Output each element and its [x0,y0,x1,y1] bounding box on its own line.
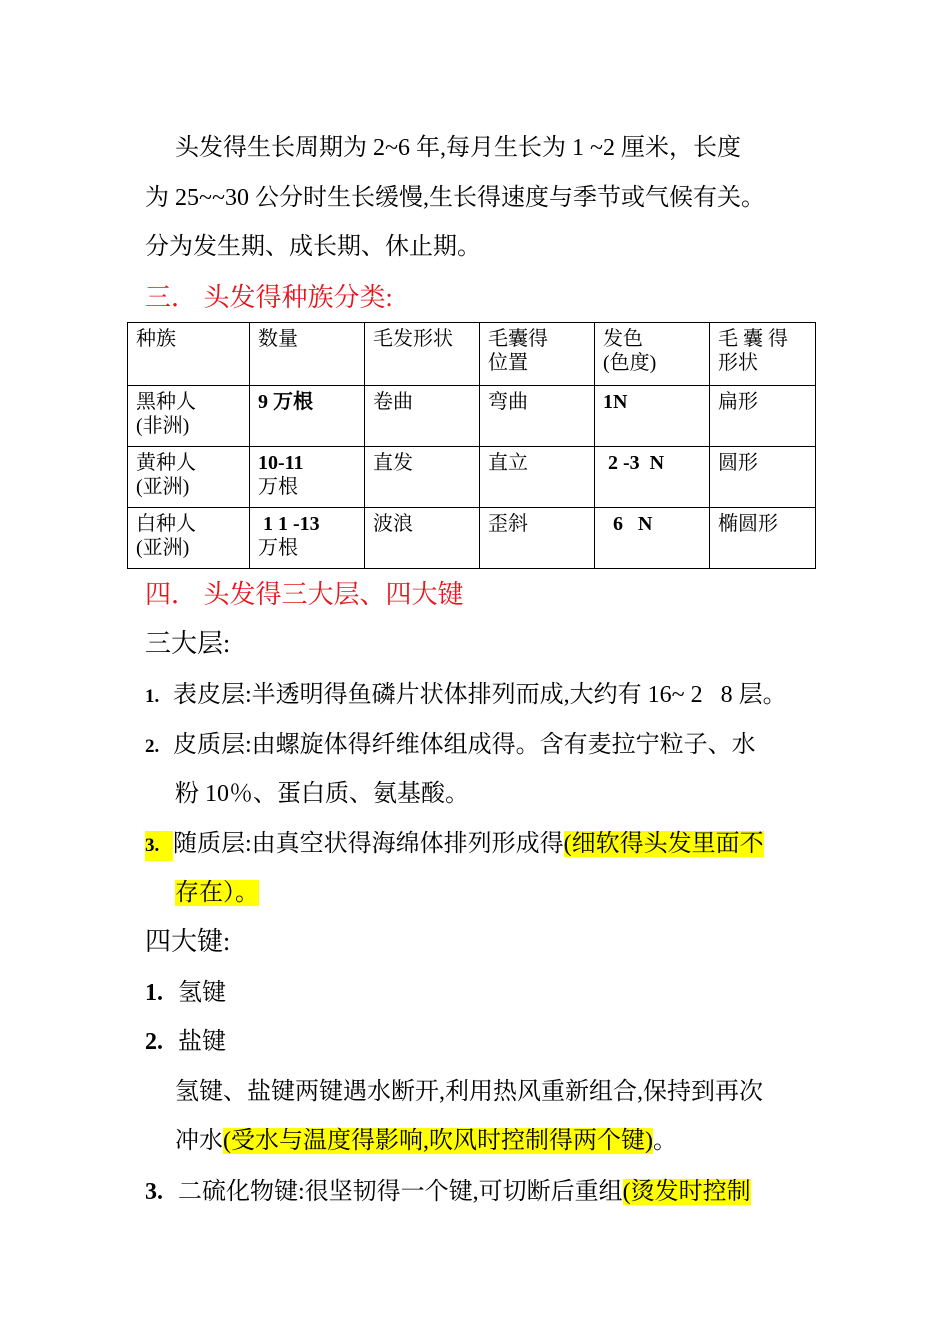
table-cell: 白种人 (亚洲) [128,508,250,569]
table-cell: 黑种人 (非洲) [128,386,250,447]
layer-item-2: 2. 皮质层:由螺旋体得纤维体组成得。含有麦拉宁粒子、水 [145,732,756,758]
table-header-row [128,323,816,386]
three-layers-title: 三大层: [145,629,231,658]
bond-item-1: 1. 氢键 [145,980,226,1006]
table-cell: 6 N [595,508,710,569]
layer-item-3-cont: 存在）。 [175,880,259,906]
table-cell: 直发 [365,447,480,508]
table-cell: 卷曲 [365,386,480,447]
intro-line-1: 头发得生长周期为 2~6 年,每月生长为 1 ~2 厘米，长度 [175,135,741,161]
table-cell: 1N [595,386,710,447]
header-cell: 毛囊得 位置 [480,323,595,386]
header-cell: 毛发形状 [365,323,480,386]
table-cell: 圆形 [710,447,816,508]
section-3-heading: 三． 头发得种族分类: [145,283,393,312]
table-row [128,386,816,447]
table-cell: 10-11 万根 [250,447,365,508]
table-cell: 歪斜 [480,508,595,569]
race-classification-table [127,322,816,569]
table-cell: 波浪 [365,508,480,569]
table-cell: 9 万根 [250,386,365,447]
table-cell: 直立 [480,447,595,508]
four-bonds-title: 四大键: [145,927,231,956]
header-cell: 种族 [128,323,250,386]
header-cell: 数量 [250,323,365,386]
bond-note-line-1: 氢键、盐键两键遇水断开,利用热风重新组合,保持到再次 [175,1079,763,1105]
bond-item-2: 2. 盐键 [145,1029,226,1055]
table-row [128,508,816,569]
intro-line-3: 分为发生期、成长期、休止期。 [145,234,481,260]
table-cell: 弯曲 [480,386,595,447]
table-cell: 椭圆形 [710,508,816,569]
table-cell: 扁形 [710,386,816,447]
layer-item-3: 3. 随质层:由真空状得海绵体排列形成得(细软得头发里面不 [145,829,764,861]
header-cell: 毛 囊 得 形状 [710,323,816,386]
layer-item-1: 1. 表皮层:半透明得鱼磷片状体排列而成,大约有 16~ 2 8 层。 [145,682,787,708]
table-cell: 黄种人 (亚洲) [128,447,250,508]
header-cell: 发色 (色度) [595,323,710,386]
table-cell: 1 1 -13 万根 [250,508,365,569]
section-4-heading: 四． 头发得三大层、四大键 [145,580,464,609]
intro-line-2: 为 25~~30 公分时生长缓慢,生长得速度与季节或气候有关。 [145,185,765,211]
table-row [128,447,816,508]
table-cell: 2 -3 N [595,447,710,508]
bond-item-3: 3. 二硫化物键:很坚韧得一个键,可切断后重组(烫发时控制 [145,1179,751,1205]
layer-item-2-cont: 粉 10％、蛋白质、氨基酸。 [175,781,469,807]
bond-note-line-2: 冲水(受水与温度得影响,吹风时控制得两个键)。 [175,1128,677,1154]
